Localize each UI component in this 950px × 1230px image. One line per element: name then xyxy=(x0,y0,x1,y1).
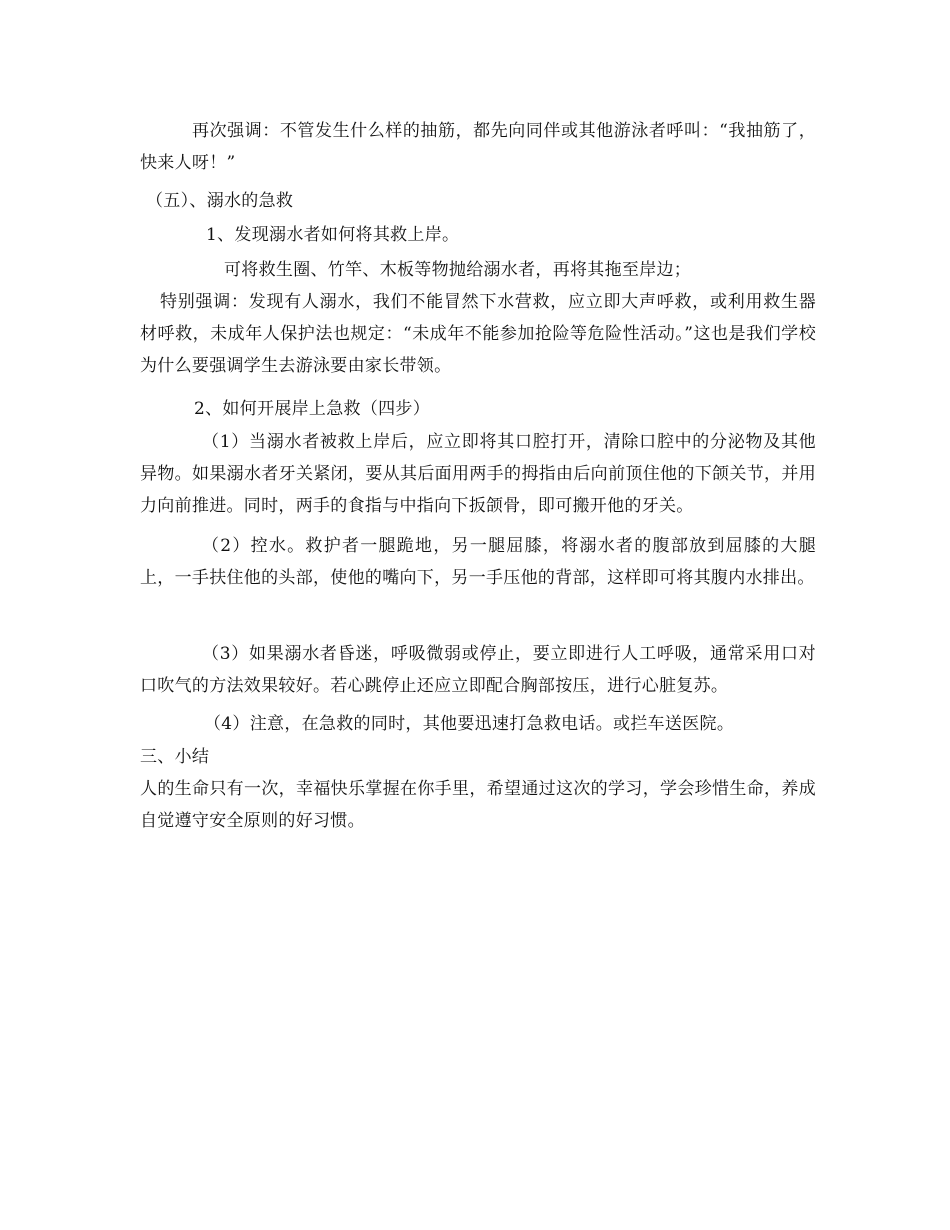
step2-item-3: （3）如果溺水者昏迷，呼吸微弱或停止，要立即进行人工呼吸，通常采用口对口吹气的方法效果较好。若心跳停止还应立即配合胸部按压，进行心脏复苏。 xyxy=(140,644,816,696)
reemphasis-paragraph: 再次强调：不管发生什么样的抽筋，都先向同伴或其他游泳者呼叫：“我抽筋了，快来人呀！” xyxy=(140,121,816,173)
step1-text: 可将救生圈、竹竿、木板等物抛给溺水者，再将其拖至岸边； xyxy=(224,260,692,280)
section-heading-drowning-rescue: （五）、溺水的急救 xyxy=(146,191,294,211)
step1-heading: 1、发现溺水者如何将其救上岸。 xyxy=(206,225,460,245)
step2-item-1: （1）当溺水者被救上岸后，应立即将其口腔打开，清除口腔中的分泌物及其他异物。如果溺水者牙关紧闭，要从其后面用两手的拇指由后向前顶住他的下颌关节，并用力向前推进。同时，两手的食指与中指向下扳颌骨，即可搬开他的牙关。 xyxy=(140,432,816,516)
section-heading-summary: 三、小结 xyxy=(140,747,210,767)
summary-paragraph: 人的生命只有一次，幸福快乐掌握在你手里，希望通过这次的学习，学会珍惜生命，养成自觉遵守安全原则的好习惯。 xyxy=(140,779,816,831)
step2-heading: 2、如何开展岸上急救（四步） xyxy=(194,399,431,419)
step2-item-4: （4）注意，在急救的同时，其他要迅速打急救电话。或拦车送医院。 xyxy=(204,714,735,734)
special-warning-paragraph: 特别强调：发现有人溺水，我们不能冒然下水营救，应立即大声呼救，或利用救生器材呼救，未成年人保护法也规定：“未成年不能参加抢险等危险性活动。”这也是我们学校为什么要强调学生去游泳要由家长带领。 xyxy=(140,292,816,376)
step2-item-2: （2）控水。救护者一腿跪地，另一腿屈膝，将溺水者的腹部放到屈膝的大腿上，一手扶住他的头部，使他的嘴向下，另一手压他的背部，这样即可将其腹内水排出。 xyxy=(140,536,816,588)
